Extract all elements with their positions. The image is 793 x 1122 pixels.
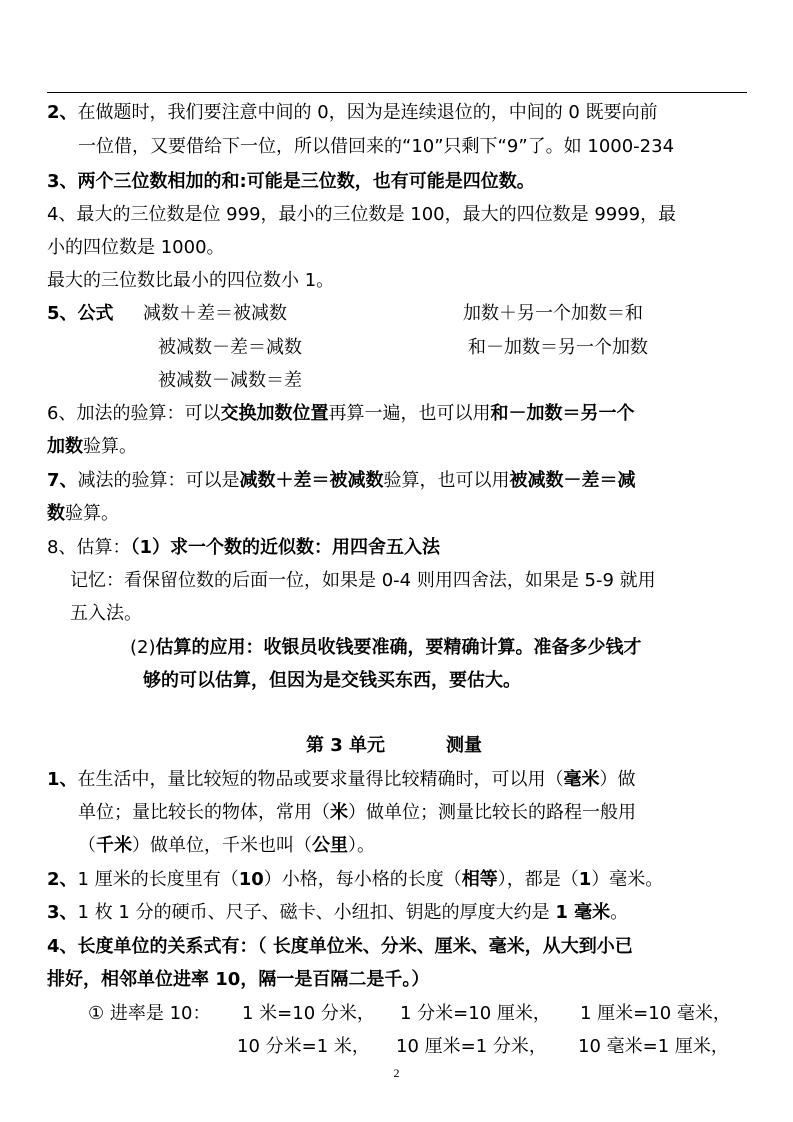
text-line <box>47 269 334 293</box>
text-span: 验算。 <box>65 503 119 524</box>
text-span: ）毫米。 <box>591 869 664 890</box>
text-span: ）小格，每小格的长度（ <box>263 869 462 890</box>
bold-text: 交换加数位置 <box>220 403 329 424</box>
text-span: 最大的三位数比最小的四位数小 1。 <box>47 270 335 291</box>
bold-text: 毫米 <box>563 769 600 790</box>
text-line <box>47 901 628 925</box>
text-span: （ <box>78 835 96 856</box>
text-span: 1 枚 1 分的硬币、尺子、磁卡、小纽扣、钥匙的厚度大约是 <box>77 902 556 923</box>
bold-text: 2、 <box>47 102 78 123</box>
bold-text: 和－加数＝另一个 <box>490 403 635 424</box>
bold-text: 1 毫米 <box>555 902 611 923</box>
text-line <box>47 469 636 493</box>
text-span: 验算。 <box>83 436 137 457</box>
text-line <box>158 336 302 360</box>
text-line <box>88 1002 210 1026</box>
bold-text: 加数 <box>47 436 83 457</box>
text-line <box>47 402 634 426</box>
text-line <box>70 569 656 593</box>
text-span: 和－加数＝另一个加数 <box>468 337 648 358</box>
text-span: 验算，也可以用 <box>383 470 510 491</box>
bold-text: 数 <box>47 503 65 524</box>
bold-text: 排好，相邻单位进率 10，隔一是百隔二是千。） <box>47 969 430 990</box>
text-span: 减数＋差＝被减数 <box>143 303 287 324</box>
text-line <box>47 302 114 326</box>
bold-text: 1、 <box>47 769 78 790</box>
bold-text: 1 <box>578 869 592 890</box>
text-line <box>47 236 225 260</box>
text-line <box>400 1002 551 1026</box>
text-span: 在生活中，量比较短的物品或要求量得比较精确时，可以用（ <box>77 769 564 790</box>
bold-text: 被减数－差＝减 <box>509 470 636 491</box>
text-span: ）做单位；测量比较长的路程一般用 <box>348 802 636 823</box>
text-line <box>143 669 521 693</box>
text-span: 6、加法的验算：可以 <box>47 403 221 424</box>
bold-text: 10 <box>238 869 264 890</box>
text-span: 五入法。 <box>70 603 142 624</box>
text-span: ）做 <box>599 769 636 790</box>
text-line <box>78 801 636 825</box>
text-line <box>47 868 663 892</box>
section-title: 测量 <box>446 735 482 756</box>
bold-text: 千米 <box>96 835 132 856</box>
text-span: 10 厘米=1 分米， <box>396 1036 547 1057</box>
text-line <box>70 602 142 626</box>
text-span: 再算一遍，也可以用 <box>328 403 491 424</box>
text-line <box>463 302 643 326</box>
top-rule <box>47 92 747 93</box>
text-span: ），都是（ <box>497 869 579 890</box>
bold-text: （1）求一个数的近似数：用四舍五入法 <box>130 537 440 558</box>
text-line <box>578 1035 729 1059</box>
text-line <box>78 834 375 858</box>
text-span: ）。 <box>348 835 375 856</box>
bold-text: 3、两个三位数相加的和:可能是三位数，也有可能是四位数。 <box>47 171 535 192</box>
text-span: 10 分米=1 米， <box>237 1036 370 1057</box>
text-span: 被减数－差＝减数 <box>158 337 302 358</box>
bold-text: 公里 <box>312 835 348 856</box>
text-line <box>396 1035 547 1059</box>
text-line <box>130 636 642 660</box>
bold-text: 减数＋差＝被减数 <box>239 470 384 491</box>
text-span: 单位；量比较长的物体，常用（ <box>78 802 330 823</box>
text-line <box>143 302 287 326</box>
text-span: ① 进率是 10： <box>88 1003 211 1024</box>
text-span: (2) <box>130 637 156 658</box>
text-line <box>580 1002 731 1026</box>
text-line <box>47 768 636 792</box>
text-span: 1 厘米=10 毫米， <box>580 1003 731 1024</box>
text-span: 一位借，又要借给下一位，所以借回来的“10”只剩下“9”了。如 1000-234 <box>78 136 675 157</box>
text-line <box>158 369 302 393</box>
text-span: 。 <box>610 902 629 923</box>
text-line <box>242 1002 375 1026</box>
bold-text: 7、 <box>47 470 78 491</box>
text-line <box>47 935 633 959</box>
section-unit: 第 3 单元 <box>306 735 386 756</box>
text-line <box>47 203 676 227</box>
text-span: ）做单位，千米也叫（ <box>132 835 312 856</box>
text-span: 小的四位数是 1000。 <box>47 237 225 258</box>
text-line <box>47 170 535 194</box>
text-span: 8、估算： <box>47 537 131 558</box>
text-span: 4、最大的三位数是位 999，最小的三位数是 100，最大的四位数是 9999，最 <box>47 204 677 225</box>
bold-text: 5、公式 <box>47 303 114 324</box>
bold-text: 米 <box>330 802 348 823</box>
text-line <box>47 101 658 125</box>
text-line <box>47 435 137 459</box>
bold-text: 够的可以估算，但因为是交钱买东西，要估大。 <box>143 670 521 691</box>
text-span: 在做题时，我们要注意中间的 0，因为是连续退位的，中间的 0 既要向前 <box>77 102 658 123</box>
text-line <box>237 1035 370 1059</box>
bold-text: 估算的应用：收银员收钱要准确，要精确计算。准备多少钱才 <box>155 637 642 658</box>
text-line <box>47 502 119 526</box>
text-line <box>468 336 648 360</box>
text-span: 1 米=10 分米， <box>242 1003 375 1024</box>
text-span: 被减数－减数＝差 <box>158 370 302 391</box>
text-span: 记忆：看保留位数的后面一位，如果是 0-4 则用四舍法，如果是 5-9 就用 <box>70 570 656 591</box>
bold-text: 4、长度单位的关系式有：（ 长度单位米、分米、厘米、毫米，从大到小已 <box>47 936 633 957</box>
bold-text: 3、 <box>47 902 78 923</box>
text-line <box>47 968 429 992</box>
page-number: 2 <box>393 1066 400 1080</box>
text-span: 减法的验算：可以是 <box>77 470 240 491</box>
text-line <box>47 536 440 560</box>
text-span: 1 厘米的长度里有（ <box>77 869 239 890</box>
bold-text: 相等 <box>461 869 498 890</box>
text-span: 加数＋另一个加数＝和 <box>463 303 643 324</box>
text-span: 1 分米=10 厘米， <box>400 1003 551 1024</box>
text-line <box>78 135 674 159</box>
text-span: 10 毫米=1 厘米， <box>578 1036 729 1057</box>
bold-text: 2、 <box>47 869 78 890</box>
